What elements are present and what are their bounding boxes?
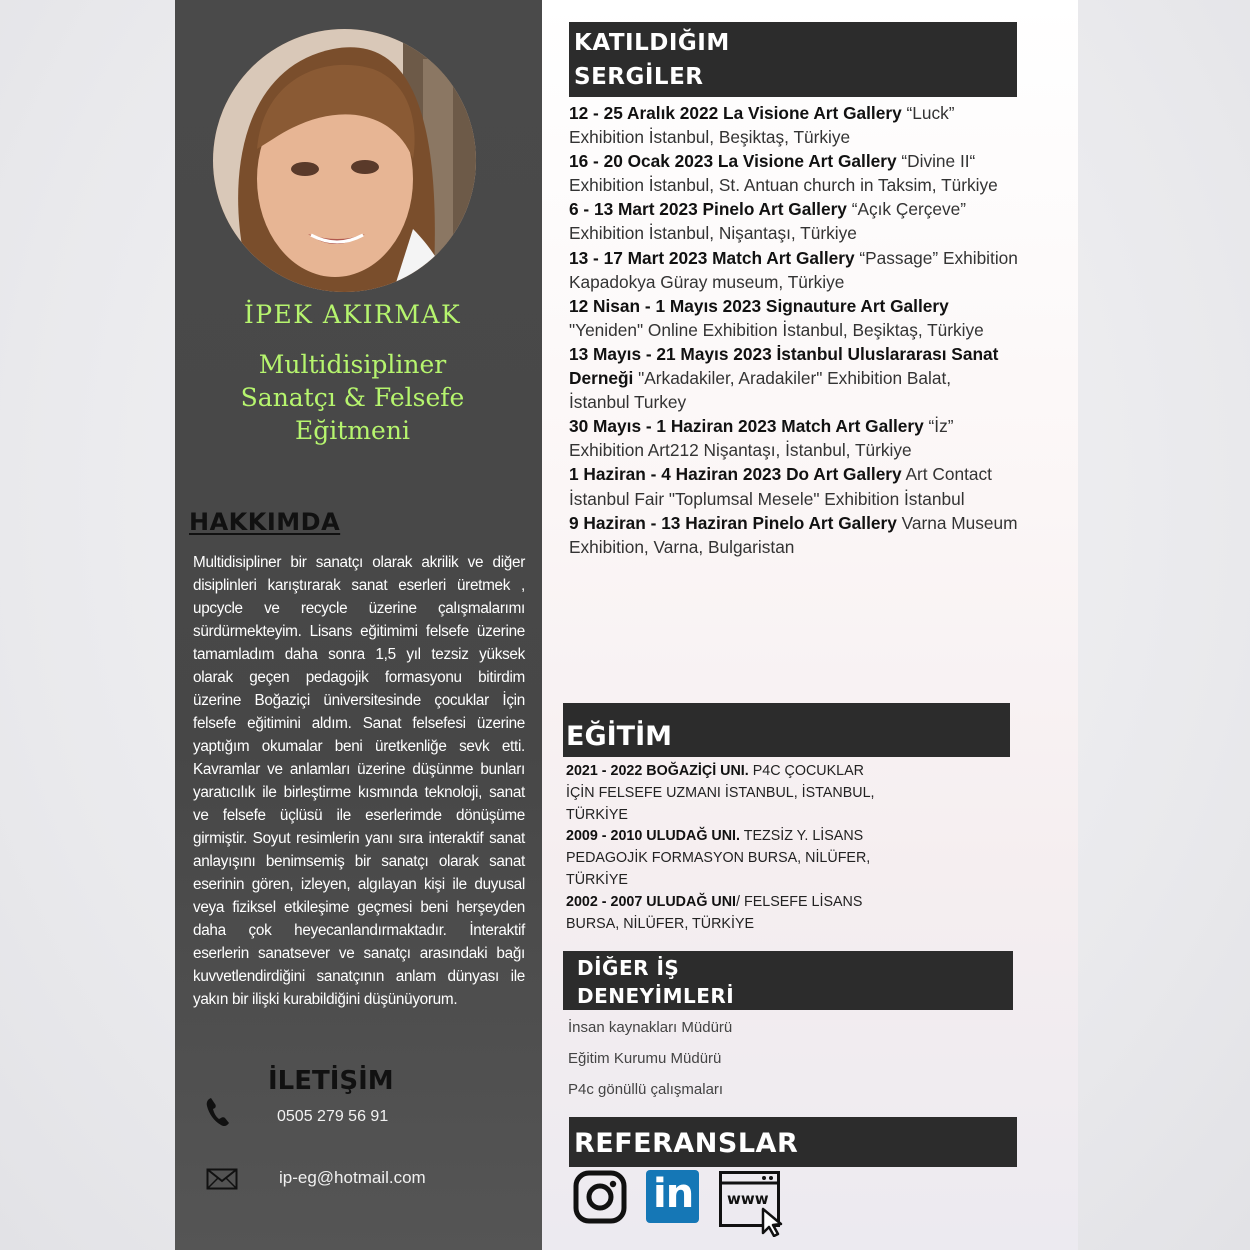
profile-name: İPEK AKIRMAK — [243, 300, 462, 329]
experience-item: P4c gönüllü çalışmaları — [568, 1081, 724, 1098]
exhibition-row — [569, 197, 1074, 221]
education-row — [566, 805, 926, 827]
exhibition-row-bold: 6 - 13 Mart 2023 Pinelo Art Gallery — [569, 199, 847, 220]
exhibition-row — [569, 246, 1074, 270]
education-row-bold: 2021 - 2022 BOĞAZİÇİ UNI. — [566, 763, 749, 779]
exhibition-row-bold: 30 Mayıs - 1 Haziran 2023 Match Art Gallery — [569, 416, 924, 437]
exhibition-row — [569, 294, 1074, 318]
exhibition-row-text: “Açık Çerçeve” — [846, 199, 966, 220]
about-heading: HAKKIMDA — [189, 508, 341, 536]
exhibition-row — [569, 438, 1074, 462]
profile-title-line-2: Sanatçı & Felsefe — [240, 383, 465, 412]
profile-title-line-3: Eğitmeni — [295, 416, 410, 445]
education-row-text: TEZSİZ Y. LİSANS — [740, 828, 864, 845]
education-row — [566, 826, 926, 848]
exhibition-row-text: “Luck” — [901, 103, 955, 123]
envelope-icon — [206, 1168, 238, 1195]
exhibition-row — [569, 125, 1074, 149]
education-row — [566, 761, 926, 783]
education-row-bold: 2009 - 2010 ULUDAĞ UNI. — [566, 828, 741, 845]
exhibition-row-text: Exhibition İstanbul, Nişantaşı, Türkiye — [569, 223, 857, 244]
exhibition-row-text: Exhibition, Varna, Bulgaristan — [569, 536, 795, 557]
education-row-text: PEDAGOJİK FORMASYON BURSA, NİLÜFER, — [566, 850, 871, 867]
education-heading: EĞİTİM — [566, 721, 672, 752]
website-label: www — [727, 1190, 769, 1208]
exhibitions-heading-line-1: KATILDIĞIM — [574, 30, 730, 56]
exhibition-row-text: İstanbul Fair "Toplumsal Mesele" Exhibition İstanbul — [569, 488, 965, 509]
exhibition-row — [569, 221, 1074, 245]
exhibition-row-text: “Passage” Exhibition — [854, 247, 1018, 268]
exhibitions-heading — [569, 22, 1017, 97]
exhibition-row-text: Art Contact — [901, 464, 992, 485]
experience-heading-line-2: DENEYİMLERİ — [577, 984, 735, 1008]
linkedin-label: in — [653, 1171, 694, 1217]
exhibition-row-text: Exhibition İstanbul, Beşiktaş, Türkiye — [569, 127, 851, 148]
experience-item: İnsan kaynakları Müdürü — [568, 1019, 733, 1036]
education-list — [566, 761, 926, 935]
exhibition-row-bold: 9 Haziran - 13 Haziran Pinelo Art Gallery — [569, 512, 897, 533]
exhibition-row-bold: 13 Mayıs - 21 Mayıs 2023 İstanbul Uluslararası Sanat — [569, 343, 999, 364]
education-row-text: BURSA, NİLÜFER, TÜRKİYE — [566, 915, 755, 932]
education-row — [566, 870, 926, 892]
exhibition-row-bold: 1 Haziran - 4 Haziran 2023 Do Art Gallery — [569, 464, 902, 485]
exhibition-row-text: İstanbul Turkey — [569, 392, 687, 413]
about-text: Multidisipliner bir sanatçı olarak akrilik ve diğer disiplinleri karıştırarak sanat eserleri üretmek , upcycle ve recycle üzerine çalışmalarımı sürdürmekteyim. Lisans eğitimimi felsefe üzerine tamamladım daha sonra 1,5 yıl tezsiz yüksek olarak geçen pedagojik formasyonu bitirdim üzerine Boğaziçi üniversitesinde çocuklar İçin felsefe eğitimini aldım. Sanat felsefesi üzerine yaptığım okumalar beni üretkenliğe sevk etti. Kavramlar ve anlamları üzerine düşünme bunları yaratıcılık ile birleştirme kısmında teknoloji, sanat ve felsefe üçlüsü ile eserlerimde dönüşüme girmiştir. Soyut resimlerin yanı sıra interaktif sanat anlayışını benimsemiş bir sanatçı olarak sanat eserinin gören, izleyen, algılayan kişi ile duyusal veya fiziksel etkileşime geçmesi beni herşeyden daha çok heyecanlandırmaktadır. İnteraktif eserlerin sanatsever ve sanatçı arasındaki bağı kuvvetlendirdiğini sanatçının anlam dünyası ile yakın bir ilişki kurabildiğini düşünüyorum. — [193, 554, 525, 1008]
exhibition-row — [569, 535, 1074, 559]
contact-heading: İLETİŞİM — [268, 1066, 394, 1096]
education-row — [566, 848, 926, 870]
education-row-text: P4C ÇOCUKLAR — [748, 763, 864, 779]
experience-heading-line-1: DİĞER İŞ — [577, 956, 680, 980]
exhibition-row-text: "Yeniden" Online Exhibition İstanbul, Beşiktaş, Türkiye — [569, 319, 984, 340]
references-heading-box — [569, 1117, 1017, 1167]
instagram-icon[interactable] — [573, 1170, 627, 1229]
exhibition-row — [569, 462, 1074, 486]
education-heading-box — [563, 703, 1010, 757]
exhibition-row-bold: 12 - 25 Aralık 2022 La Visione Art Gallery — [569, 103, 902, 123]
exhibition-row-text: Varna Museum — [896, 512, 1018, 533]
exhibition-row — [569, 101, 1074, 125]
exhibition-row — [569, 173, 1074, 197]
contact-email[interactable]: ip-eg@hotmail.com — [279, 1168, 426, 1187]
exhibition-row — [569, 149, 1074, 173]
exhibition-row — [569, 270, 1074, 294]
exhibition-row-bold: 12 Nisan - 1 Mayıs 2023 Signauture Art Gallery — [569, 295, 949, 316]
phone-icon — [205, 1096, 231, 1133]
exhibition-row-text: “Divine II“ — [896, 151, 976, 172]
exhibition-row-text: "Arkadakiler, Aradakiler" Exhibition Balat, — [633, 368, 952, 389]
education-row — [566, 892, 926, 914]
experience-item: Eğitim Kurumu Müdürü — [568, 1050, 722, 1067]
exhibition-row — [569, 511, 1074, 535]
education-row-bold: 2002 - 2007 ULUDAĞ UNI — [566, 893, 737, 910]
contact-phone[interactable]: 0505 279 56 91 — [277, 1108, 389, 1125]
exhibition-row — [569, 318, 1074, 342]
exhibition-row-bold: 13 - 17 Mart 2023 Match Art Gallery — [569, 247, 855, 268]
exhibition-row-bold: Derneği — [569, 368, 634, 389]
education-row-text: TÜRKİYE — [566, 871, 628, 888]
exhibition-row — [569, 366, 1074, 390]
exhibition-row — [569, 342, 1074, 366]
education-row-text: / FELSEFE LİSANS — [736, 893, 863, 910]
linkedin-icon[interactable] — [646, 1170, 699, 1223]
exhibition-row — [569, 487, 1074, 511]
profile-title-line-1: Multidisipliner — [258, 350, 447, 379]
exhibition-row — [569, 414, 1074, 438]
profile-photo — [213, 29, 476, 292]
education-row-text: TÜRKİYE — [566, 806, 628, 823]
references-heading: REFERANSLAR — [574, 1128, 799, 1159]
experience-heading-box — [563, 951, 1013, 1010]
exhibition-row-text: “İz” — [923, 416, 954, 437]
exhibition-row-text: Exhibition Art212 Nişantaşı, İstanbul, Türkiye — [569, 440, 912, 461]
education-row-text: İÇİN FELSEFE UZMANI İSTANBUL, İSTANBUL, — [566, 784, 875, 801]
exhibition-row-text: Exhibition İstanbul, St. Antuan church in Taksim, Türkiye — [569, 175, 998, 196]
exhibition-row — [569, 390, 1074, 414]
exhibitions-list — [569, 101, 1074, 559]
exhibition-row-text: Kapadokya Güray museum, Türkiye — [569, 271, 845, 292]
education-row — [566, 783, 926, 805]
exhibition-row-bold: 16 - 20 Ocak 2023 La Visione Art Gallery — [569, 151, 897, 172]
exhibitions-heading-line-2: SERGİLER — [574, 64, 704, 90]
education-row — [566, 914, 926, 936]
